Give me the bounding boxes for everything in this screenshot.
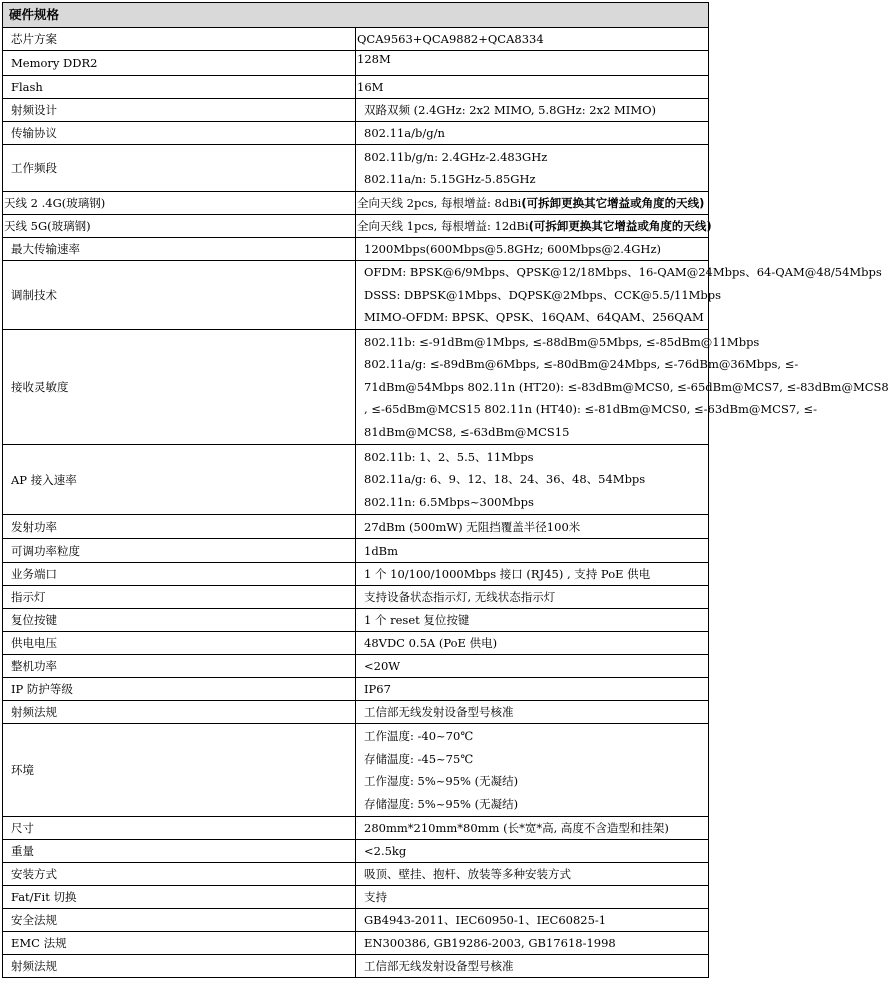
spec-value bbox=[356, 330, 889, 445]
spec-value bbox=[356, 445, 709, 515]
spec-value-line: 802.11a/g: ≤-89dBm@6Mbps, ≤-80dBm@24Mbps, ≤-76dBm@36Mbps, ≤- bbox=[364, 357, 799, 372]
spec-row-chipset bbox=[3, 28, 709, 51]
spec-value: 1200Mbps(600Mbps@5.8GHz; 600Mbps@2.4GHz) bbox=[356, 238, 709, 261]
spec-row-weight bbox=[3, 840, 709, 863]
spec-value: GB4943-2011、IEC60950-1、IEC60825-1 bbox=[356, 909, 709, 932]
spec-value-line: 工作温度: -40~70℃ bbox=[364, 729, 474, 743]
spec-value-line: 802.11n: 6.5Mbps~300Mbps bbox=[364, 494, 534, 509]
spec-value: 吸顶、壁挂、抱杆、放装等多种安装方式 bbox=[356, 863, 709, 886]
spec-label: 发射功率 bbox=[3, 515, 356, 539]
spec-value-line: 81dBm@MCS8, ≤-63dBm@MCS15 bbox=[364, 424, 570, 439]
spec-value: EN300386, GB19286-2003, GB17618-1998 bbox=[356, 932, 709, 955]
spec-value-line: MIMO-OFDM: BPSK、QPSK、16QAM、64QAM、256QAM bbox=[364, 310, 704, 325]
spec-label: 业务端口 bbox=[3, 563, 356, 586]
spec-label: 天线 2 .4G(玻璃钢) bbox=[3, 192, 356, 215]
section-title: 硬件规格 bbox=[3, 3, 709, 28]
spec-value-line: 802.11b/g/n: 2.4GHz-2.483GHz bbox=[364, 149, 548, 164]
spec-value: 48VDC 0.5A (PoE 供电) bbox=[356, 632, 709, 655]
spec-value bbox=[356, 192, 709, 215]
spec-value-line: DSSS: DBPSK@1Mbps、DQPSK@2Mbps、CCK@5.5/11Mbps bbox=[364, 287, 722, 302]
spec-row-emc bbox=[3, 932, 709, 955]
spec-label: 重量 bbox=[3, 840, 356, 863]
spec-value: 工信部无线发射设备型号核准 bbox=[356, 701, 709, 724]
spec-row-rx-sensitivity bbox=[3, 330, 709, 445]
spec-value: 支持设备状态指示灯, 无线状态指示灯 bbox=[356, 586, 709, 609]
spec-row-protocol bbox=[3, 122, 709, 145]
spec-row-flash bbox=[3, 76, 709, 99]
spec-value: 1 个 reset 复位按键 bbox=[356, 609, 709, 632]
spec-label: 供电电压 bbox=[3, 632, 356, 655]
spec-label: 射频法规 bbox=[3, 701, 356, 724]
spec-label: EMC 法规 bbox=[3, 932, 356, 955]
spec-row-dimensions bbox=[3, 817, 709, 840]
spec-label: 指示灯 bbox=[3, 586, 356, 609]
spec-row-rf-design bbox=[3, 99, 709, 122]
antenna-note: (可拆卸更换其它增益或角度的天线) bbox=[521, 196, 705, 210]
spec-value: 工信部无线发射设备型号核准 bbox=[356, 955, 709, 978]
spec-label: 工作频段 bbox=[3, 145, 356, 192]
spec-row-frequency-band bbox=[3, 145, 709, 192]
spec-value-line: 802.11a/g: 6、9、12、18、24、36、48、54Mbps bbox=[364, 472, 646, 487]
spec-label: 天线 5G(玻璃钢) bbox=[3, 215, 356, 238]
spec-value-line: 71dBm@54Mbps 802.11n (HT20): ≤-83dBm@MCS0, ≤-65dBm@MCS7, ≤-83dBm@MCS8 bbox=[364, 379, 889, 394]
antenna-spec-text: 全向天线 1pcs, 每根增益: 12dBi bbox=[357, 219, 529, 233]
spec-row-tx-power bbox=[3, 515, 709, 539]
spec-label: 环境 bbox=[3, 724, 356, 817]
spec-label: 安全法规 bbox=[3, 909, 356, 932]
spec-row-safety bbox=[3, 909, 709, 932]
spec-row-antenna-24g bbox=[3, 192, 709, 215]
spec-row-environment bbox=[3, 724, 709, 817]
spec-label: Flash bbox=[3, 76, 356, 99]
spec-label: 尺寸 bbox=[3, 817, 356, 840]
spec-row-reset-button bbox=[3, 609, 709, 632]
spec-label: 可调功率粒度 bbox=[3, 539, 356, 563]
spec-row-rf-regulation bbox=[3, 701, 709, 724]
antenna-spec-text: 全向天线 2pcs, 每根增益: 8dBi bbox=[357, 196, 522, 210]
spec-row-max-rate bbox=[3, 238, 709, 261]
spec-label: AP 接入速率 bbox=[3, 445, 356, 515]
section-header-row bbox=[3, 3, 709, 28]
spec-value: <20W bbox=[356, 655, 709, 678]
spec-value: QCA9563+QCA9882+QCA8334 bbox=[356, 28, 709, 51]
spec-row-ap-access-rate bbox=[3, 445, 709, 515]
spec-value-line: OFDM: BPSK@6/9Mbps、QPSK@12/18Mbps、16-QAM@24Mbps、64-QAM@48/54Mbps bbox=[364, 265, 882, 280]
spec-row-installation bbox=[3, 863, 709, 886]
spec-value: 16M bbox=[356, 76, 709, 99]
spec-label: Memory DDR2 bbox=[3, 51, 356, 76]
spec-label: 接收灵敏度 bbox=[3, 330, 356, 445]
spec-label: 复位按键 bbox=[3, 609, 356, 632]
antenna-note: (可拆卸更换其它增益或角度的天线) bbox=[528, 219, 712, 233]
spec-value: 802.11a/b/g/n bbox=[356, 122, 709, 145]
spec-value: IP67 bbox=[356, 678, 709, 701]
spec-value-line: 802.11a/n: 5.15GHz-5.85GHz bbox=[364, 172, 536, 186]
spec-row-fat-fit bbox=[3, 886, 709, 909]
spec-label: 射频法规 bbox=[3, 955, 356, 978]
spec-value: 1 个 10/100/1000Mbps 接口 (RJ45) , 支持 PoE 供电 bbox=[356, 563, 709, 586]
spec-label: 安装方式 bbox=[3, 863, 356, 886]
spec-value: 支持 bbox=[356, 886, 709, 909]
hardware-spec-table bbox=[2, 2, 889, 978]
spec-value: <2.5kg bbox=[356, 840, 709, 863]
spec-row-indicator bbox=[3, 586, 709, 609]
spec-value bbox=[356, 145, 709, 192]
spec-label: 射频设计 bbox=[3, 99, 356, 122]
spec-value bbox=[356, 261, 882, 330]
spec-value: 27dBm (500mW) 无阻挡覆盖半径100米 bbox=[356, 515, 709, 539]
spec-value-line: , ≤-65dBm@MCS15 802.11n (HT40): ≤-81dBm@MCS0, ≤-63dBm@MCS7, ≤- bbox=[364, 402, 817, 417]
spec-value-line: 存储湿度: 5%~95% (无凝结) bbox=[364, 796, 519, 811]
spec-label: 最大传输速率 bbox=[3, 238, 356, 261]
spec-value: 128M bbox=[356, 51, 709, 76]
spec-value-line: 802.11b: ≤-91dBm@1Mbps, ≤-88dBm@5Mbps, ≤-85dBm@11Mbps bbox=[364, 334, 760, 349]
spec-row-modulation bbox=[3, 261, 709, 330]
spec-row-rf-regulation-2 bbox=[3, 955, 709, 978]
spec-label: 调制技术 bbox=[3, 261, 356, 330]
spec-value-line: 工作湿度: 5%~95% (无凝结) bbox=[364, 774, 519, 788]
spec-row-memory bbox=[3, 51, 709, 76]
spec-row-ip-rating bbox=[3, 678, 709, 701]
spec-value bbox=[356, 724, 709, 817]
spec-value-line: 存储温度: -45~75℃ bbox=[364, 751, 474, 766]
spec-value bbox=[356, 215, 712, 238]
spec-row-service-port bbox=[3, 563, 709, 586]
spec-value: 1dBm bbox=[356, 539, 709, 563]
spec-row-supply-voltage bbox=[3, 632, 709, 655]
spec-label: Fat/Fit 切换 bbox=[3, 886, 356, 909]
spec-label: 整机功率 bbox=[3, 655, 356, 678]
spec-row-antenna-5g bbox=[3, 215, 709, 238]
spec-row-power-granularity bbox=[3, 539, 709, 563]
spec-value: 双路双频 (2.4GHz: 2x2 MIMO, 5.8GHz: 2x2 MIMO) bbox=[356, 99, 709, 122]
spec-label: 传输协议 bbox=[3, 122, 356, 145]
spec-row-power-consumption bbox=[3, 655, 709, 678]
spec-value: 280mm*210mm*80mm (长*宽*高, 高度不含造型和挂架) bbox=[356, 817, 709, 840]
spec-label: 芯片方案 bbox=[3, 28, 356, 51]
spec-label: IP 防护等级 bbox=[3, 678, 356, 701]
spec-value-line: 802.11b: 1、2、5.5、11Mbps bbox=[364, 449, 534, 464]
